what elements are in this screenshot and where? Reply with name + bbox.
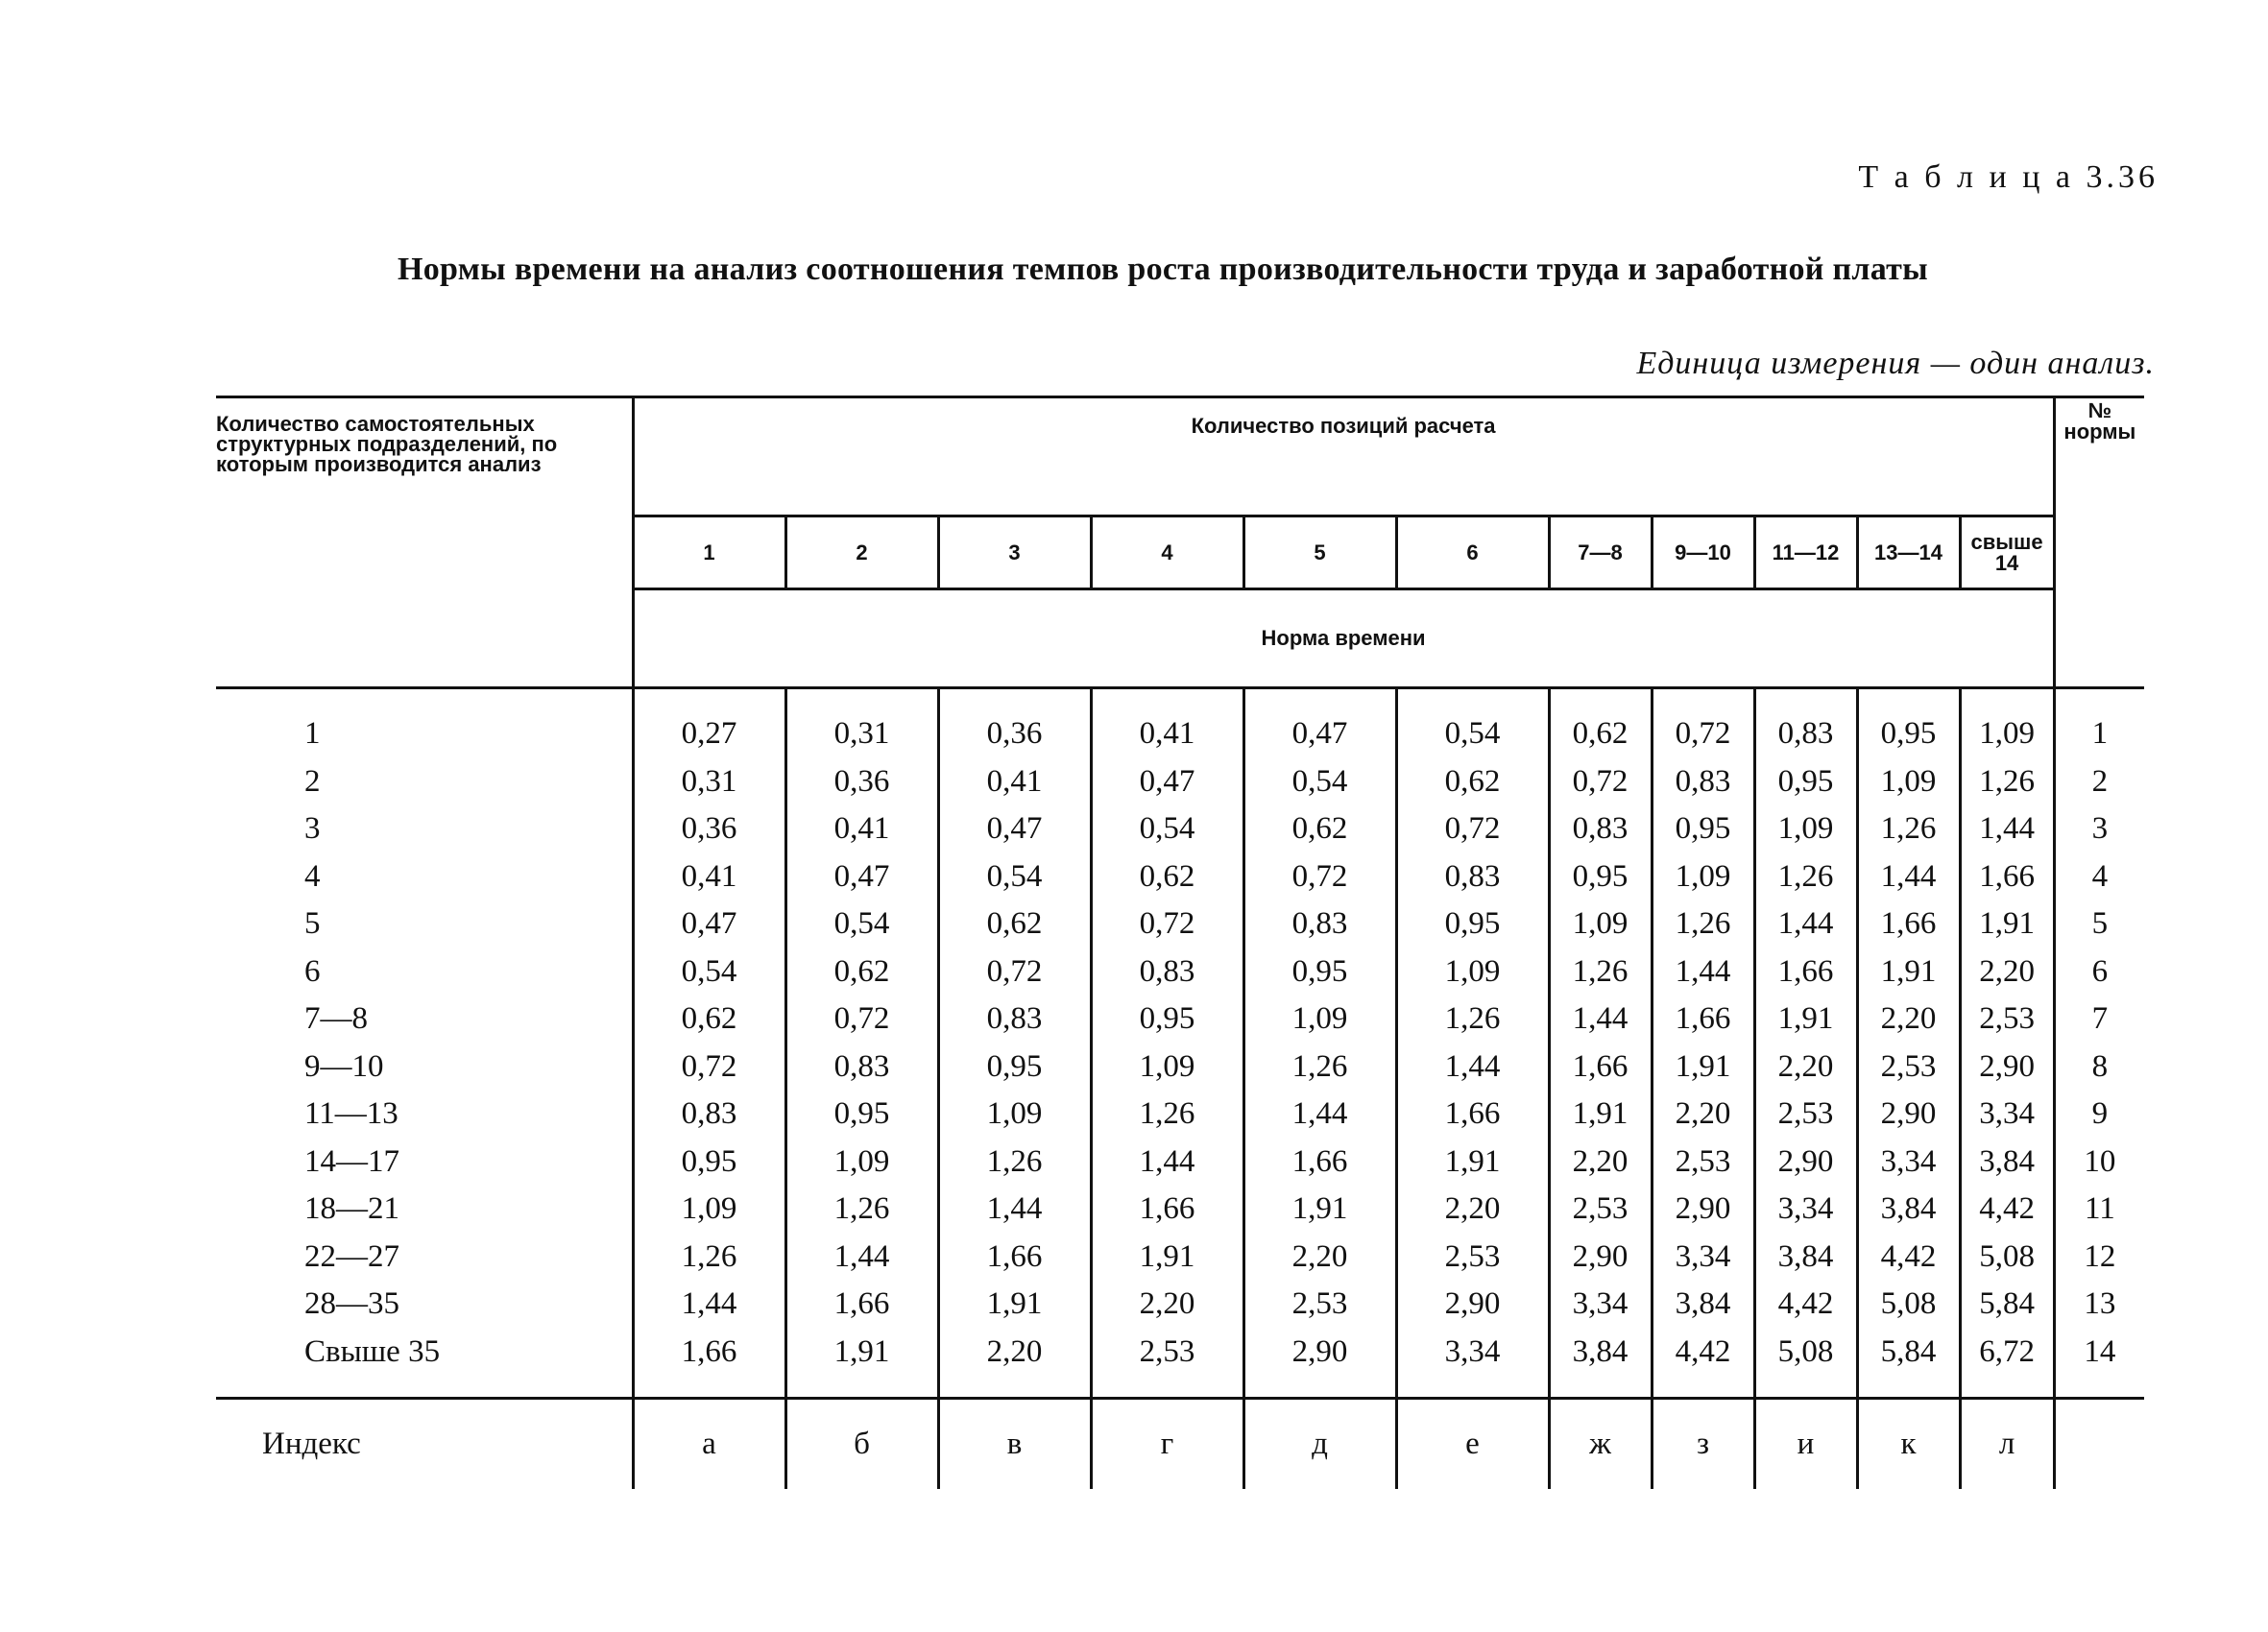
time-norm-cell: 2,90 (1243, 1329, 1396, 1399)
time-norm-cell: 1,26 (1243, 1044, 1396, 1092)
time-norm-cell: 1,44 (1396, 1044, 1549, 1092)
time-norm-cell: 1,44 (785, 1234, 938, 1282)
row-label: 4 (304, 858, 321, 894)
time-norm-cell: 1,09 (1243, 996, 1396, 1044)
time-norm-cell: 0,62 (1243, 805, 1396, 853)
row-label: 6 (304, 953, 321, 989)
index-cell: к (1857, 1399, 1960, 1490)
time-norm-cell: 1,91 (785, 1329, 938, 1399)
time-norm-cell: 2,53 (1549, 1186, 1652, 1234)
time-norm-cell: 0,41 (633, 853, 785, 901)
time-norm-cell: 0,62 (1091, 853, 1243, 901)
time-norm-cell: 2,53 (1396, 1234, 1549, 1282)
time-norm-cell: 1,91 (1396, 1139, 1549, 1187)
table-row (216, 900, 2144, 948)
time-norm-cell: 3,34 (1396, 1329, 1549, 1399)
column-header: свыше 14 (1960, 516, 2054, 589)
index-cell: л (1960, 1399, 2054, 1490)
time-norm-cell: 1,44 (1754, 900, 1857, 948)
time-norm-cell: 0,83 (1652, 758, 1754, 806)
time-norm-cell: 1,66 (938, 1234, 1091, 1282)
time-norm-cell: 0,83 (785, 1044, 938, 1092)
time-norm-cell: 0,83 (1549, 805, 1652, 853)
index-label: Индекс (216, 1399, 633, 1490)
time-norm-cell: 0,95 (938, 1044, 1091, 1092)
norm-number-cell: 4 (2054, 853, 2144, 901)
column-header: 3 (938, 516, 1091, 589)
time-norm-cell: 1,66 (1549, 1044, 1652, 1092)
time-norm-cell: 2,53 (1960, 996, 2054, 1044)
norm-number-cell: 2 (2054, 758, 2144, 806)
time-norm-cell: 1,91 (1243, 1186, 1396, 1234)
time-norm-cell: 1,26 (633, 1234, 785, 1282)
index-cell: и (1754, 1399, 1857, 1490)
column-header: 11—12 (1754, 516, 1857, 589)
time-norm-cell: 5,08 (1857, 1281, 1960, 1329)
row-label: 2 (304, 763, 321, 799)
column-header: 13—14 (1857, 516, 1960, 589)
norm-number-cell: 5 (2054, 900, 2144, 948)
time-norm-cell: 2,20 (1754, 1044, 1857, 1092)
time-norm-cell: 1,26 (1754, 853, 1857, 901)
index-cell: г (1091, 1399, 1243, 1490)
time-norm-cell: 1,91 (1549, 1091, 1652, 1139)
time-norm-cell: 1,66 (1857, 900, 1960, 948)
time-norm-cell: 3,34 (1857, 1139, 1960, 1187)
time-norm-cell: 0,62 (1396, 758, 1549, 806)
time-norm-cell: 2,90 (1754, 1139, 1857, 1187)
time-norm-cell: 2,90 (1652, 1186, 1754, 1234)
time-norm-cell: 2,53 (1091, 1329, 1243, 1399)
norm-number-cell: 8 (2054, 1044, 2144, 1092)
time-norm-cell: 2,20 (1857, 996, 1960, 1044)
time-norm-cell: 1,66 (1754, 948, 1857, 996)
time-norm-cell: 0,83 (1754, 688, 1857, 758)
table-row (216, 1186, 2144, 1234)
time-norm-cell: 2,90 (1549, 1234, 1652, 1282)
table-row (216, 1139, 2144, 1187)
column-header: 1 (633, 516, 785, 589)
index-cell: в (938, 1399, 1091, 1490)
time-norm-cell: 1,09 (1754, 805, 1857, 853)
time-norm-cell: 0,95 (633, 1139, 785, 1187)
time-norm-cell: 0,62 (633, 996, 785, 1044)
time-norm-cell: 1,44 (938, 1186, 1091, 1234)
time-norm-cell: 0,47 (1243, 688, 1396, 758)
time-norm-cell: 0,41 (938, 758, 1091, 806)
norm-number-cell: 7 (2054, 996, 2144, 1044)
time-norm-cell: 3,84 (1960, 1139, 2054, 1187)
time-norm-cell: 0,62 (785, 948, 938, 996)
time-norm-cell: 1,09 (1857, 758, 1960, 806)
index-cell: д (1243, 1399, 1396, 1490)
index-cell: ж (1549, 1399, 1652, 1490)
column-header: 4 (1091, 516, 1243, 589)
unit-of-measure: Единица измерения — один анализ. (1636, 346, 2155, 381)
time-norm-cell: 0,72 (1652, 688, 1754, 758)
document-title: Нормы времени на анализ соотношения темпов роста производительности труда и заработной платы (397, 252, 1929, 287)
time-norm-cell: 0,72 (938, 948, 1091, 996)
time-norm-cell: 1,91 (1857, 948, 1960, 996)
table-row (216, 948, 2144, 996)
norm-table (216, 396, 2144, 1489)
time-norm-cell: 1,91 (1091, 1234, 1243, 1282)
time-norm-cell: 1,66 (1396, 1091, 1549, 1139)
time-norm-cell: 0,54 (785, 900, 938, 948)
time-norm-cell: 1,66 (1960, 853, 2054, 901)
time-norm-cell: 0,36 (785, 758, 938, 806)
row-label: 5 (304, 906, 321, 942)
column-header: 7—8 (1549, 516, 1652, 589)
table-row (216, 1234, 2144, 1282)
row-label: 11—13 (304, 1096, 398, 1132)
time-norm-cell: 1,26 (1396, 996, 1549, 1044)
time-norm-cell: 1,44 (1960, 805, 2054, 853)
table-row (216, 1329, 2144, 1399)
time-norm-cell: 0,47 (938, 805, 1091, 853)
time-norm-cell: 0,83 (1396, 853, 1549, 901)
time-norm-cell: 1,44 (1243, 1091, 1396, 1139)
table-row (216, 853, 2144, 901)
index-cell: з (1652, 1399, 1754, 1490)
time-norm-cell: 1,09 (1396, 948, 1549, 996)
time-norm-cell: 1,91 (938, 1281, 1091, 1329)
row-label: 3 (304, 811, 321, 847)
time-norm-cell: 1,09 (938, 1091, 1091, 1139)
norm-number-cell: 6 (2054, 948, 2144, 996)
time-norm-cell: 2,53 (1754, 1091, 1857, 1139)
time-norm-cell: 1,26 (785, 1186, 938, 1234)
time-norm-cell: 2,20 (938, 1329, 1091, 1399)
time-norm-cell: 0,72 (1243, 853, 1396, 901)
time-norm-cell: 1,66 (785, 1281, 938, 1329)
time-norm-cell: 0,54 (1091, 805, 1243, 853)
index-cell: б (785, 1399, 938, 1490)
column-header: 6 (1396, 516, 1549, 589)
table-row (216, 996, 2144, 1044)
time-norm-cell: 3,34 (1960, 1091, 2054, 1139)
column-header: 2 (785, 516, 938, 589)
time-norm-cell: 1,44 (1857, 853, 1960, 901)
time-norm-cell: 1,26 (1091, 1091, 1243, 1139)
time-norm-cell: 0,31 (633, 758, 785, 806)
table-row (216, 688, 2144, 758)
time-norm-cell: 1,66 (1091, 1186, 1243, 1234)
time-norm-cell: 1,09 (633, 1186, 785, 1234)
time-norm-cell: 0,36 (633, 805, 785, 853)
time-norm-cell: 0,47 (785, 853, 938, 901)
time-norm-cell: 2,90 (1857, 1091, 1960, 1139)
time-norm-cell: 1,91 (1754, 996, 1857, 1044)
time-norm-cell: 0,47 (1091, 758, 1243, 806)
norm-number-header: № нормы (2054, 397, 2144, 688)
time-norm-cell: 2,53 (1243, 1281, 1396, 1329)
time-norm-cell: 4,42 (1960, 1186, 2054, 1234)
time-norm-cell: 5,08 (1960, 1234, 2054, 1282)
time-norm-cell: 0,72 (1091, 900, 1243, 948)
index-empty-cell (2054, 1399, 2144, 1490)
time-norm-cell: 1,26 (1960, 758, 2054, 806)
table-row (216, 805, 2144, 853)
time-norm-cell: 0,27 (633, 688, 785, 758)
time-norm-cell: 1,26 (1652, 900, 1754, 948)
row-label: 18—21 (304, 1191, 399, 1227)
row-label: 22—27 (304, 1238, 399, 1274)
time-norm-cell: 2,20 (1652, 1091, 1754, 1139)
norm-number-cell: 12 (2054, 1234, 2144, 1282)
time-norm-cell: 0,47 (633, 900, 785, 948)
time-norm-cell: 1,44 (1652, 948, 1754, 996)
norm-number-cell: 10 (2054, 1139, 2144, 1187)
time-norm-cell: 0,83 (1091, 948, 1243, 996)
norm-number-cell: 1 (2054, 688, 2144, 758)
time-norm-cell: 0,36 (938, 688, 1091, 758)
time-norm-cell: 2,20 (1091, 1281, 1243, 1329)
time-norm-cell: 0,41 (1091, 688, 1243, 758)
time-norm-cell: 1,09 (1091, 1044, 1243, 1092)
table-header (216, 397, 2144, 688)
norm-number-cell: 11 (2054, 1186, 2144, 1234)
time-norm-cell: 0,41 (785, 805, 938, 853)
time-norm-cell: 2,20 (1549, 1139, 1652, 1187)
time-norm-cell: 4,42 (1857, 1234, 1960, 1282)
time-norm-cell: 1,44 (1549, 996, 1652, 1044)
time-norm-cell: 0,95 (1549, 853, 1652, 901)
time-norm-cell: 5,84 (1857, 1329, 1960, 1399)
time-norm-cell: 6,72 (1960, 1329, 2054, 1399)
time-norm-cell: 0,95 (1857, 688, 1960, 758)
time-norm-cell: 4,42 (1754, 1281, 1857, 1329)
time-norm-cell: 1,66 (1652, 996, 1754, 1044)
time-norm-cell: 1,09 (1652, 853, 1754, 901)
table-label: Т а б л и ц а 3.36 (1858, 159, 2159, 195)
time-norm-cell: 0,95 (1754, 758, 1857, 806)
time-norm-cell: 1,26 (1549, 948, 1652, 996)
column-header: 5 (1243, 516, 1396, 589)
group-header: Количество позиций расчета (633, 397, 2054, 516)
table-row (216, 1281, 2144, 1329)
time-norm-cell: 0,54 (938, 853, 1091, 901)
time-norm-cell: 3,84 (1857, 1186, 1960, 1234)
row-label: 9—10 (304, 1048, 384, 1084)
time-norm-cell: 0,95 (785, 1091, 938, 1139)
time-norm-cell: 0,95 (1652, 805, 1754, 853)
time-norm-cell: 1,09 (785, 1139, 938, 1187)
time-norm-cell: 2,53 (1652, 1139, 1754, 1187)
time-norm-cell: 1,26 (1857, 805, 1960, 853)
row-label: 7—8 (304, 1001, 368, 1037)
time-norm-cell: 3,84 (1549, 1329, 1652, 1399)
row-label: 1 (304, 716, 321, 752)
time-norm-cell: 1,44 (633, 1281, 785, 1329)
norm-time-label: Норма времени (633, 589, 2054, 688)
time-norm-cell: 0,62 (1549, 688, 1652, 758)
time-norm-cell: 2,90 (1960, 1044, 2054, 1092)
time-norm-cell: 3,34 (1652, 1234, 1754, 1282)
time-norm-cell: 0,72 (1549, 758, 1652, 806)
table-row (216, 1091, 2144, 1139)
time-norm-cell: 1,91 (1652, 1044, 1754, 1092)
time-norm-cell: 0,31 (785, 688, 938, 758)
time-norm-cell: 0,54 (633, 948, 785, 996)
norm-number-cell: 9 (2054, 1091, 2144, 1139)
time-norm-cell: 1,09 (1549, 900, 1652, 948)
time-norm-cell: 0,72 (1396, 805, 1549, 853)
norm-number-cell: 14 (2054, 1329, 2144, 1399)
row-header: Количество самостоятельных структурных подразделений, по которым производится анализ (216, 397, 633, 688)
table-body (216, 688, 2144, 1399)
time-norm-cell: 4,42 (1652, 1329, 1754, 1399)
time-norm-cell: 2,90 (1396, 1281, 1549, 1329)
time-norm-cell: 3,84 (1754, 1234, 1857, 1282)
time-norm-cell: 3,34 (1754, 1186, 1857, 1234)
time-norm-cell: 0,54 (1243, 758, 1396, 806)
time-norm-cell: 1,66 (633, 1329, 785, 1399)
row-label: 28—35 (304, 1286, 399, 1322)
index-cell: е (1396, 1399, 1549, 1490)
time-norm-cell: 0,83 (1243, 900, 1396, 948)
time-norm-cell: 0,95 (1243, 948, 1396, 996)
time-norm-cell: 0,83 (938, 996, 1091, 1044)
time-norm-cell: 2,20 (1396, 1186, 1549, 1234)
time-norm-cell: 2,20 (1960, 948, 2054, 996)
index-row (216, 1399, 2144, 1490)
time-norm-cell: 1,26 (938, 1139, 1091, 1187)
table-row (216, 1044, 2144, 1092)
row-label: 14—17 (304, 1143, 399, 1179)
time-norm-cell: 5,08 (1754, 1329, 1857, 1399)
time-norm-cell: 5,84 (1960, 1281, 2054, 1329)
time-norm-cell: 0,72 (785, 996, 938, 1044)
index-cell: а (633, 1399, 785, 1490)
column-header: 9—10 (1652, 516, 1754, 589)
time-norm-cell: 0,62 (938, 900, 1091, 948)
row-label: Свыше 35 (304, 1333, 441, 1369)
time-norm-cell: 0,54 (1396, 688, 1549, 758)
time-norm-cell: 1,44 (1091, 1139, 1243, 1187)
norm-number-cell: 3 (2054, 805, 2144, 853)
time-norm-cell: 0,95 (1091, 996, 1243, 1044)
table-row (216, 758, 2144, 806)
time-norm-cell: 0,72 (633, 1044, 785, 1092)
time-norm-cell: 1,91 (1960, 900, 2054, 948)
norm-number-cell: 13 (2054, 1281, 2144, 1329)
time-norm-cell: 3,84 (1652, 1281, 1754, 1329)
time-norm-cell: 0,95 (1396, 900, 1549, 948)
time-norm-cell: 2,20 (1243, 1234, 1396, 1282)
time-norm-cell: 0,83 (633, 1091, 785, 1139)
time-norm-cell: 1,09 (1960, 688, 2054, 758)
time-norm-cell: 1,66 (1243, 1139, 1396, 1187)
time-norm-cell: 3,34 (1549, 1281, 1652, 1329)
time-norm-cell: 2,53 (1857, 1044, 1960, 1092)
